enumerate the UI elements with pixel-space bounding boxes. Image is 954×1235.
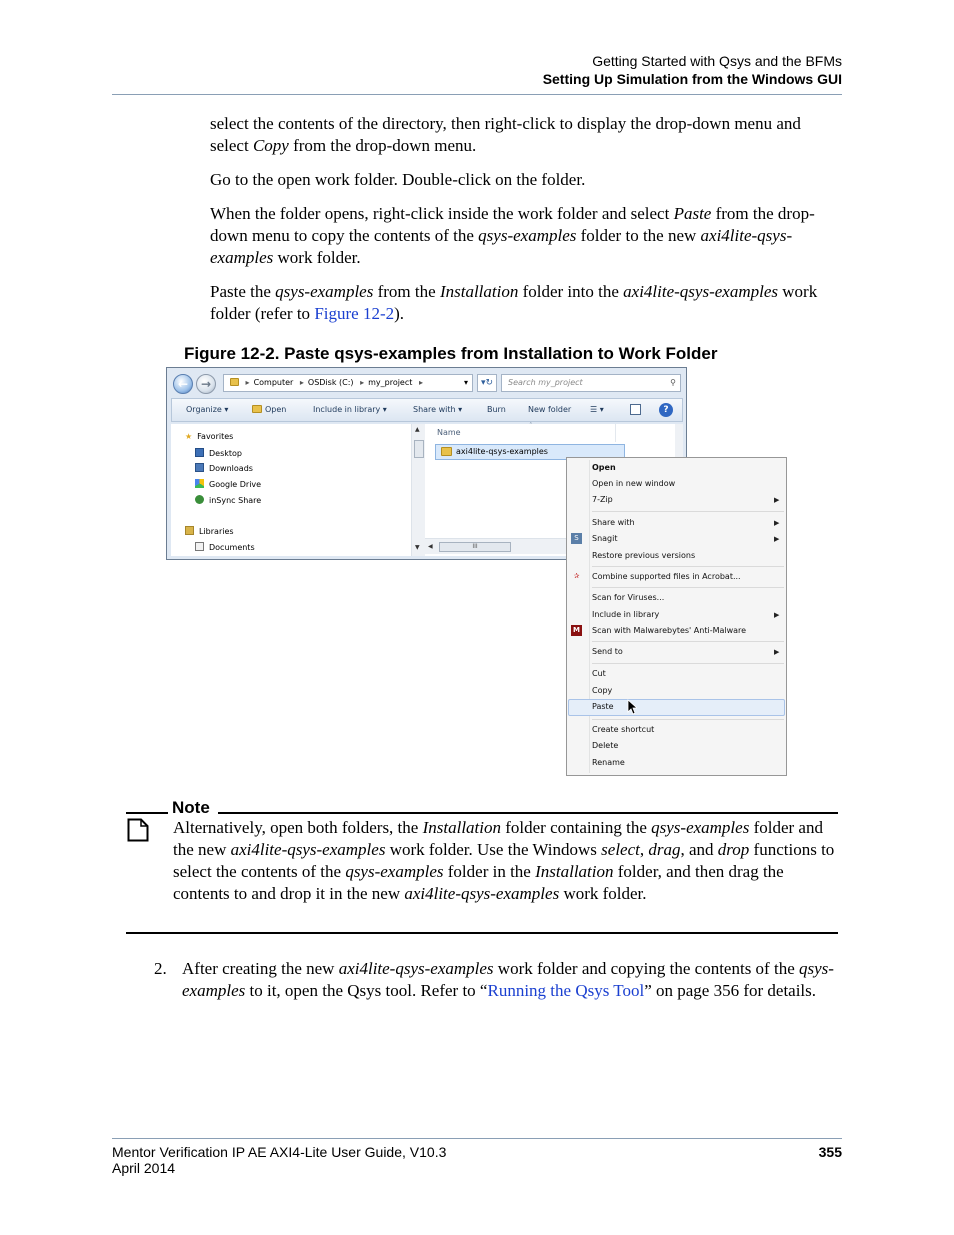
- menu-separator: [592, 587, 784, 588]
- sort-up-icon: ˆ: [529, 422, 533, 430]
- term-installation: Installation: [439, 282, 519, 301]
- note-icon: [127, 818, 149, 842]
- chevron-right-icon: ▸: [299, 378, 304, 387]
- file-row-label: axi4lite-qsys-examples: [456, 447, 548, 456]
- term-axi4lite-qsys-examples: axi4lite-qsys-examples: [210, 226, 793, 267]
- menu-item-cut[interactable]: Cut: [592, 669, 606, 678]
- term-qsys-examples: qsys-examples: [345, 862, 444, 881]
- google-drive-icon: [195, 479, 204, 488]
- menu-item-open-new-window[interactable]: Open in new window: [592, 479, 676, 488]
- view-menu[interactable]: [590, 405, 604, 414]
- paragraph-open-work-folder: Go to the open work folder. Double-click on the folder.: [210, 170, 586, 189]
- term-qsys-examples: qsys-examples: [478, 226, 577, 245]
- navigation-pane: [171, 424, 425, 556]
- menu-item-include-in-library[interactable]: Include in library: [592, 610, 660, 619]
- note-rule-left: [126, 812, 168, 814]
- nav-label: Documents: [209, 543, 255, 552]
- folder-icon: [441, 447, 452, 456]
- note-label: Note: [172, 798, 210, 817]
- menu-item-copy[interactable]: Copy: [592, 686, 613, 695]
- nav-google-drive[interactable]: [195, 479, 261, 490]
- share-with-menu[interactable]: [413, 405, 462, 414]
- column-divider: [615, 424, 616, 442]
- scroll-left-icon[interactable]: ◀: [428, 543, 433, 550]
- menu-item-share-with[interactable]: Share with: [592, 518, 635, 527]
- term-qsys-examples: qsys-examples: [651, 818, 750, 837]
- text: After creating the new: [182, 959, 339, 978]
- menu-item-open[interactable]: Open: [592, 463, 616, 472]
- nav-label: Google Drive: [209, 480, 262, 489]
- nav-label: Downloads: [209, 464, 253, 473]
- search-icon: ⚲: [670, 378, 676, 387]
- term-select: select: [601, 840, 640, 859]
- submenu-arrow-icon: ▶: [774, 496, 780, 504]
- chevron-right-icon: ▸: [418, 378, 423, 387]
- text: work folder (refer to: [210, 282, 818, 323]
- menu-item-restore-previous-versions[interactable]: Restore previous versions: [592, 551, 696, 560]
- note-rule-bottom: [126, 932, 838, 934]
- menu-item-rename[interactable]: Rename: [592, 758, 625, 767]
- term-drop: drop: [717, 840, 750, 859]
- text: from the drop-down menu.: [288, 136, 477, 155]
- list-view-icon: ☰: [590, 405, 598, 414]
- nav-label: Libraries: [199, 527, 234, 536]
- back-button[interactable]: [173, 374, 193, 394]
- scroll-thumb[interactable]: [414, 440, 424, 458]
- scroll-thumb[interactable]: III: [439, 542, 511, 552]
- refresh-icon: ▾↻: [480, 378, 494, 388]
- help-icon[interactable]: ?: [659, 403, 673, 417]
- chevron-right-icon: ▸: [360, 378, 365, 387]
- text: work folder and copying the contents of the: [493, 959, 799, 978]
- search-input[interactable]: [501, 374, 681, 392]
- text: Alternatively, open both folders, the: [173, 818, 423, 837]
- text: ” on page 356 for details.: [644, 981, 817, 1000]
- text: to it, open the Qsys tool. Refer to “: [245, 981, 488, 1000]
- downloads-icon: [195, 463, 204, 472]
- figure-caption: Figure 12-2. Paste qsys-examples from Installation to Work Folder: [184, 344, 718, 363]
- text: work folder.: [273, 248, 361, 267]
- text: from the drop-down menu to copy the contents of the: [210, 204, 815, 245]
- include-in-library-menu[interactable]: [313, 405, 387, 414]
- mouse-cursor-icon: [627, 699, 637, 715]
- explorer-toolbar: [171, 398, 683, 422]
- list-item-number: 2.: [154, 959, 167, 978]
- star-icon: ★: [185, 432, 193, 441]
- path-segment-my-project[interactable]: my_project: [368, 378, 413, 387]
- text: folder containing the: [501, 818, 652, 837]
- menu-gutter: [589, 460, 590, 773]
- insync-icon: [195, 495, 204, 504]
- text: work folder. Use the Windows: [385, 840, 602, 859]
- scroll-down-icon[interactable]: ▼: [415, 544, 420, 551]
- menu-separator: [592, 663, 784, 664]
- header-rule: [112, 94, 842, 95]
- text: , and: [680, 840, 718, 859]
- submenu-arrow-icon: ▶: [774, 648, 780, 656]
- organize-menu[interactable]: [186, 405, 228, 414]
- context-menu: [566, 457, 787, 776]
- term-axi4lite-qsys-examples: axi4lite-qsys-examples: [230, 840, 386, 859]
- text: from the: [373, 282, 440, 301]
- chevron-down-icon: ▾: [599, 405, 604, 414]
- menu-separator: [592, 641, 784, 642]
- submenu-arrow-icon: ▶: [774, 519, 780, 527]
- menu-item-send-to[interactable]: Send to: [592, 647, 623, 656]
- menu-item-create-shortcut[interactable]: Create shortcut: [592, 725, 655, 734]
- column-header-name[interactable]: Name: [437, 428, 461, 437]
- snagit-icon: S: [571, 533, 582, 544]
- footer: [112, 1144, 446, 1176]
- back-arrow-icon: ←: [177, 377, 189, 391]
- chevron-down-icon: ▾: [224, 405, 229, 414]
- scroll-up-icon[interactable]: ▲: [415, 426, 420, 433]
- term-qsys-examples: qsys-examples: [182, 959, 834, 1000]
- search-placeholder: Search my_project: [508, 378, 583, 387]
- term-installation: Installation: [422, 818, 501, 837]
- nav-downloads[interactable]: [195, 463, 253, 474]
- menu-item-combine-acrobat[interactable]: Combine supported files in Acrobat...: [592, 572, 741, 581]
- text: Paste the: [210, 282, 276, 301]
- path-segment-osdisk[interactable]: OSDisk (C:): [307, 378, 354, 387]
- forward-button[interactable]: [196, 374, 216, 394]
- note-rule-right: [218, 812, 838, 814]
- text: folder in the: [443, 862, 536, 881]
- refresh-button[interactable]: [477, 374, 497, 392]
- nav-label: Desktop: [209, 449, 242, 458]
- chevron-down-icon: ▾: [458, 405, 463, 414]
- path-box[interactable]: [223, 374, 473, 392]
- documents-icon: [195, 542, 204, 551]
- submenu-arrow-icon: ▶: [774, 535, 780, 543]
- menu-item-7zip[interactable]: 7-Zip: [592, 495, 613, 504]
- footer-date: April 2014: [112, 1160, 176, 1176]
- include-label: Include in library: [313, 405, 381, 414]
- text: functions to select the contents of the: [173, 840, 835, 881]
- chevron-right-icon: ▸: [245, 378, 250, 387]
- text: When the folder opens, right-click inside the work folder and select: [210, 204, 674, 223]
- text: folder and the new: [173, 818, 823, 859]
- address-bar: [171, 372, 683, 396]
- nav-documents[interactable]: [195, 542, 255, 553]
- page-header: [543, 52, 842, 88]
- libraries-icon: [185, 526, 194, 535]
- menu-separator: [592, 511, 784, 512]
- text: work folder.: [559, 884, 647, 903]
- paragraph-paste-from-installation: [210, 281, 840, 325]
- nav-libraries[interactable]: [185, 526, 234, 537]
- term-drag: drag: [648, 840, 681, 859]
- path-segment-computer[interactable]: Computer: [253, 378, 294, 387]
- page-number: 355: [818, 1144, 842, 1160]
- chevron-down-icon: ▾: [382, 405, 387, 414]
- menu-item-malwarebytes[interactable]: Scan with Malwarebytes' Anti-Malware: [592, 626, 747, 635]
- share-label: Share with: [413, 405, 456, 414]
- text: folder, and then drag the contents to and drop it in the new: [173, 862, 784, 903]
- footer-rule: [112, 1138, 842, 1139]
- preview-pane-icon[interactable]: [630, 404, 641, 415]
- acrobat-icon: ✰: [573, 572, 580, 580]
- menu-item-snagit[interactable]: Snagit: [592, 534, 618, 543]
- text: ,: [639, 840, 649, 859]
- burn-button[interactable]: Burn: [487, 405, 506, 414]
- term-axi4lite-qsys-examples: axi4lite-qsys-examples: [338, 959, 494, 978]
- menu-item-delete[interactable]: Delete: [592, 741, 619, 750]
- folder-open-icon: [252, 405, 262, 413]
- footer-title: Mentor Verification IP AE AXI4-Lite User Guide, V10.3: [112, 1144, 447, 1160]
- chevron-down-icon[interactable]: ▾: [463, 378, 468, 387]
- new-folder-button[interactable]: New folder: [528, 405, 572, 414]
- text: folder to the new: [576, 226, 701, 245]
- nav-vertical-scrollbar[interactable]: [411, 424, 425, 556]
- nav-desktop[interactable]: [195, 448, 242, 459]
- malwarebytes-icon: M: [571, 625, 582, 636]
- figure-link[interactable]: Figure 12-2: [314, 304, 395, 323]
- folder-icon: [230, 378, 239, 386]
- paragraph-select-copy: [210, 113, 840, 157]
- desktop-icon: [195, 448, 204, 457]
- list-item-text: [182, 958, 842, 1002]
- nav-label: inSync Share: [209, 496, 262, 505]
- open-button[interactable]: [252, 405, 286, 414]
- note-text: [173, 817, 839, 905]
- text: select the contents of the directory, then right-click to display the drop-down menu and select: [210, 114, 801, 155]
- menu-item-paste[interactable]: Paste: [592, 702, 614, 711]
- menu-separator: [592, 566, 784, 567]
- organize-label: Organize: [186, 405, 222, 414]
- nav-insync-share[interactable]: [195, 495, 261, 506]
- running-qsys-tool-link[interactable]: Running the Qsys Tool: [487, 981, 645, 1000]
- header-chapter: Getting Started with Qsys and the BFMs: [592, 53, 842, 69]
- open-label: Open: [265, 405, 287, 414]
- term-qsys-examples: qsys-examples: [275, 282, 374, 301]
- header-section: Setting Up Simulation from the Windows GUI: [542, 71, 842, 87]
- menu-separator: [592, 719, 784, 720]
- term-paste: Paste: [673, 204, 712, 223]
- submenu-arrow-icon: ▶: [774, 611, 780, 619]
- text: ).: [394, 304, 405, 323]
- forward-arrow-icon: →: [200, 377, 212, 391]
- term-axi4lite-qsys-examples: axi4lite-qsys-examples: [623, 282, 778, 301]
- menu-item-scan-viruses[interactable]: Scan for Viruses...: [592, 593, 665, 602]
- nav-favorites[interactable]: [185, 432, 233, 442]
- term-copy: Copy: [252, 136, 289, 155]
- text: folder into the: [518, 282, 624, 301]
- term-installation: Installation: [535, 862, 614, 881]
- term-axi4lite-qsys-examples: axi4lite-qsys-examples: [404, 884, 560, 903]
- nav-label: Favorites: [197, 432, 234, 441]
- paragraph-paste-instructions: [210, 203, 840, 269]
